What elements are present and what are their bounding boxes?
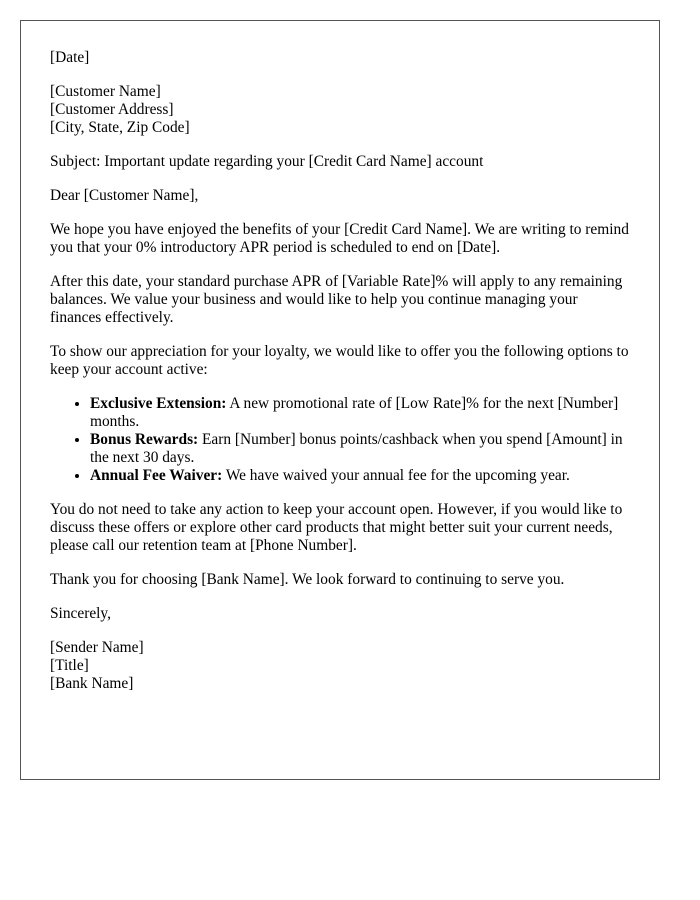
offer-text: Earn [Number] bonus points/cashback when you spend [Amount] in the next 30 days. <box>90 431 623 466</box>
letter-paragraph-4: You do not need to take any action to keep your account open. However, if you would like to discuss these offers or explore other card products that might better suit your current needs, please call our retention team at [Phone Number]. <box>50 501 623 554</box>
sender-name: [Sender Name] <box>50 639 144 656</box>
recipient-name: [Customer Name] <box>50 83 161 100</box>
sender-bank: [Bank Name] <box>50 675 134 692</box>
offer-item <box>90 467 630 485</box>
offer-title: Bonus Rewards: <box>90 431 199 448</box>
offer-title: Exclusive Extension: <box>90 395 227 412</box>
letter-paragraph-2: After this date, your standard purchase APR of [Variable Rate]% will apply to any remaining balances. We value your business and would like to help you continue managing your finances effectively. <box>50 273 623 326</box>
offer-text: We have waived your annual fee for the upcoming year. <box>222 467 570 484</box>
recipient-block <box>50 83 630 137</box>
sender-title: [Title] <box>50 657 89 674</box>
letter-date: [Date] <box>50 49 90 66</box>
letter-page <box>20 20 660 780</box>
letter-paragraph-3: To show our appreciation for your loyalty, we would like to offer you the following options to keep your account active: <box>50 343 629 378</box>
letter-subject: Subject: Important update regarding your [Credit Card Name] account <box>50 153 484 170</box>
offers-list <box>50 395 630 485</box>
letter-paragraph-1: We hope you have enjoyed the benefits of your [Credit Card Name]. We are writing to remind you that your 0% introductory APR period is scheduled to end on [Date]. <box>50 221 629 256</box>
offer-item <box>90 431 630 467</box>
sender-block <box>50 639 630 693</box>
offer-item <box>90 395 630 431</box>
recipient-address: [Customer Address] <box>50 101 174 118</box>
letter-paragraph-5: Thank you for choosing [Bank Name]. We look forward to continuing to serve you. <box>50 571 565 588</box>
offer-title: Annual Fee Waiver: <box>90 467 223 484</box>
offer-text: A new promotional rate of [Low Rate]% for the next [Number] months. <box>90 395 619 430</box>
letter-salutation: Dear [Customer Name], <box>50 187 199 204</box>
recipient-city-state-zip: [City, State, Zip Code] <box>50 119 190 136</box>
letter-closing: Sincerely, <box>50 605 111 622</box>
